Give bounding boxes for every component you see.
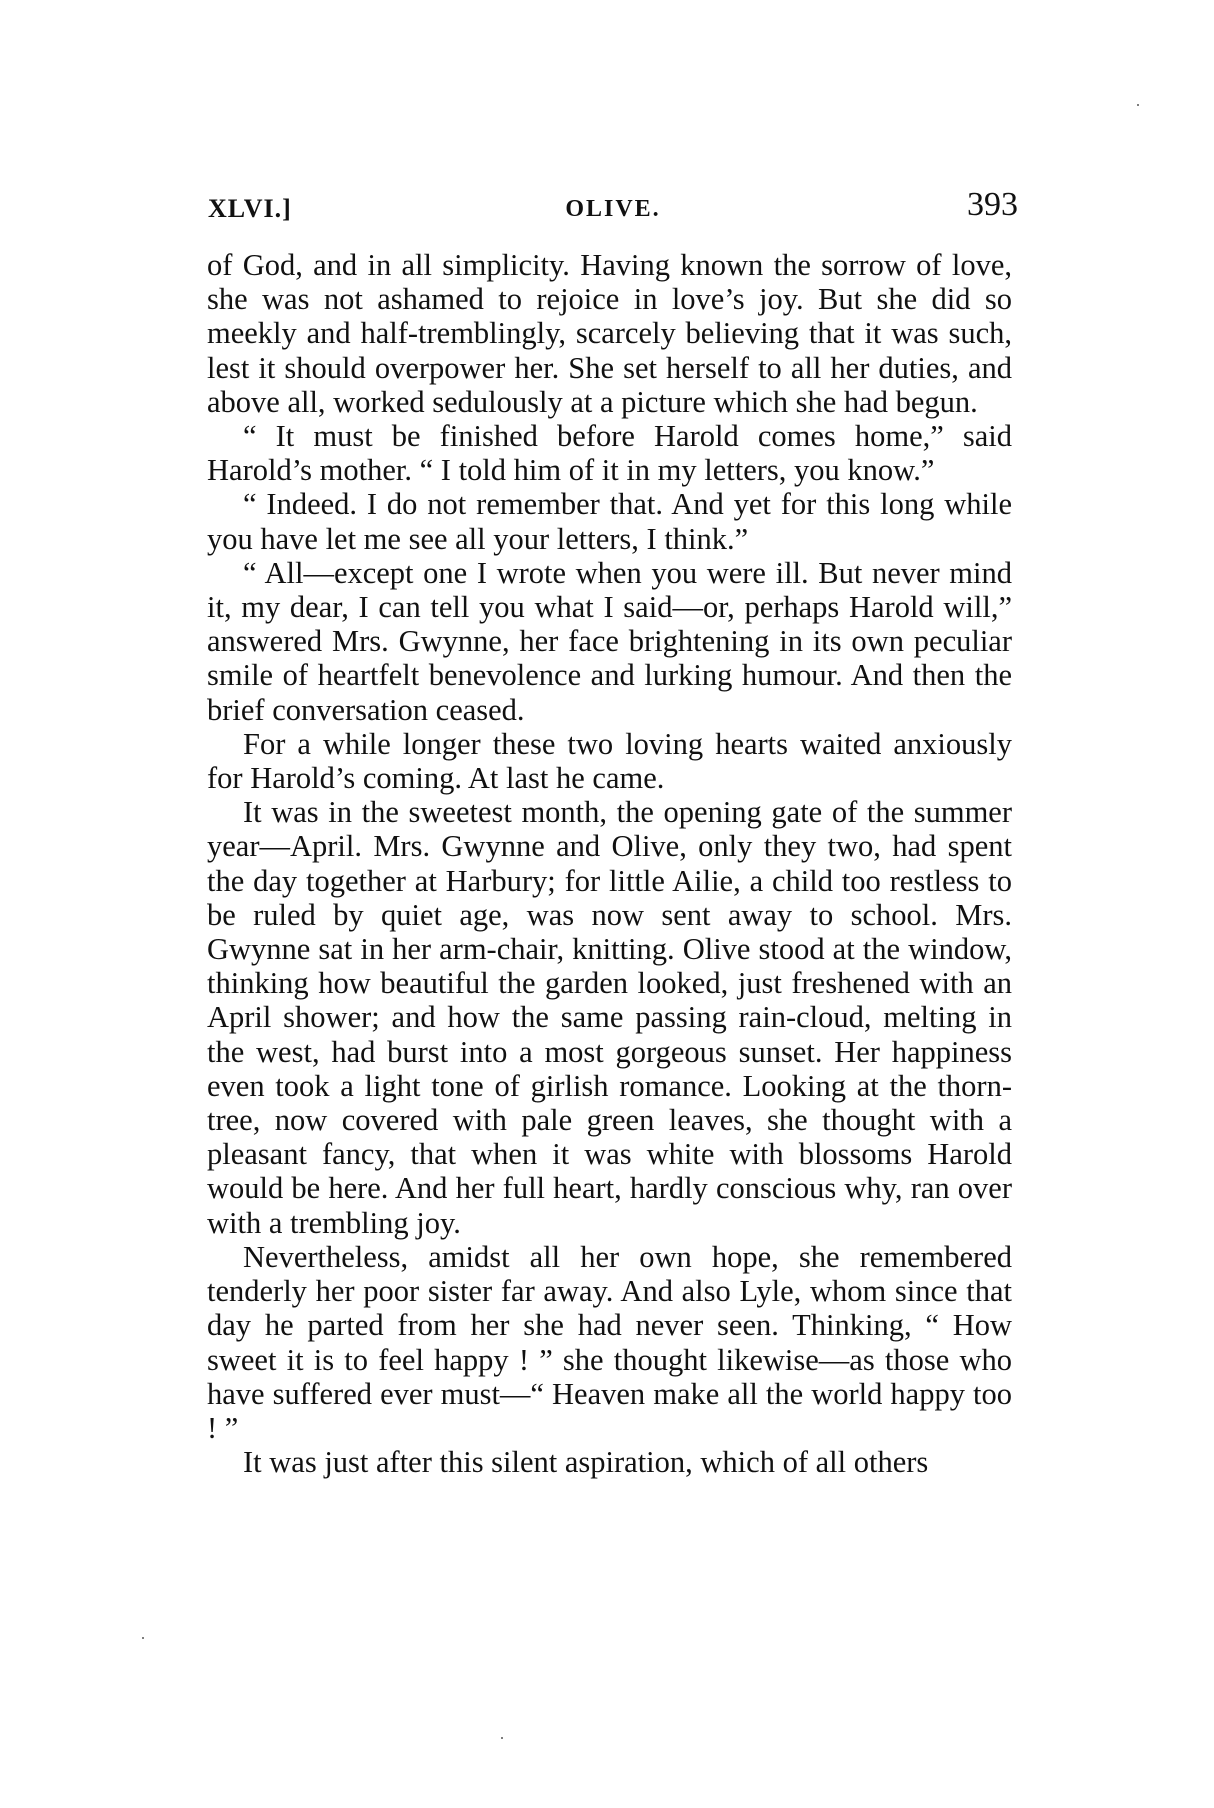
paragraph: Nevertheless, amidst all her own hope, she remembered tenderly her poor sister far away. And also Lyle, whom since that day he parted from her she had never seen. Thinking, “ How sweet it is to feel happy ! ” she thought likewise—as those who have suffered ever must—“ Heaven make all the world happy too ! ” — [207, 1239, 1012, 1445]
paragraph: “ It must be finished before Harold comes home,” said Harold’s mother. “ I told him of it in my letters, you know.” — [207, 419, 1012, 488]
paragraph: “ All—except one I wrote when you were ill. But never mind it, my dear, I can tell you what I said—or, perhaps Harold will,” answered Mrs. Gwynne, her face brightening in its own peculiar smile of heartfelt benevolence and lurking humour. And then the brief conversation ceased. — [207, 555, 1012, 727]
paragraph: “ Indeed. I do not remember that. And yet for this long while you have let me see all your letters, I think.” — [207, 487, 1012, 556]
page-number: 393 — [967, 186, 1018, 223]
paragraph-continuation: of God, and in all simplicity. Having known the sorrow of love, she was not ashamed to rejoice in love’s joy. But she did so meekly and half-tremblingly, scarcely believing that it was such, lest it should overpower her. She set herself to all her duties, and above all, worked sedulously at a picture which she had begun. — [207, 248, 1012, 419]
dust-speck — [1137, 104, 1139, 106]
chapter-number: XLVI.] — [208, 194, 292, 223]
book-title: OLIVE. — [565, 196, 661, 222]
running-head — [208, 186, 1018, 236]
dust-speck — [501, 1737, 503, 1739]
dust-speck — [142, 1637, 144, 1639]
paragraph: For a while longer these two loving hearts waited anxiously for Harold’s coming. At last he came. — [207, 726, 1012, 796]
paragraph: It was in the sweetest month, the opening gate of the summer year—April. Mrs. Gwynne and Olive, only they two, had spent the day together at Harbury; for little Ailie, a child too restless to be ruled by quiet age, was now sent away to school. Mrs. Gwynne sat in her arm-chair, knitting. Olive stood at the window, thinking how beautiful the garden looked, just freshened with an April shower; and how the same passing rain-cloud, melting in the west, had burst into a most gorgeous sunset. Her happiness even took a light tone of girlish romance. Looking at the thorn-tree, now covered with pale green leaves, she thought with a pleasant fancy, that when it was white with blossoms Harold would be here. And her full heart, hardly conscious why, ran over with a trembling joy. — [207, 795, 1012, 1240]
paragraph-final: It was just after this silent aspiration, which of all others — [243, 1445, 929, 1480]
body-text — [207, 248, 1012, 1479]
